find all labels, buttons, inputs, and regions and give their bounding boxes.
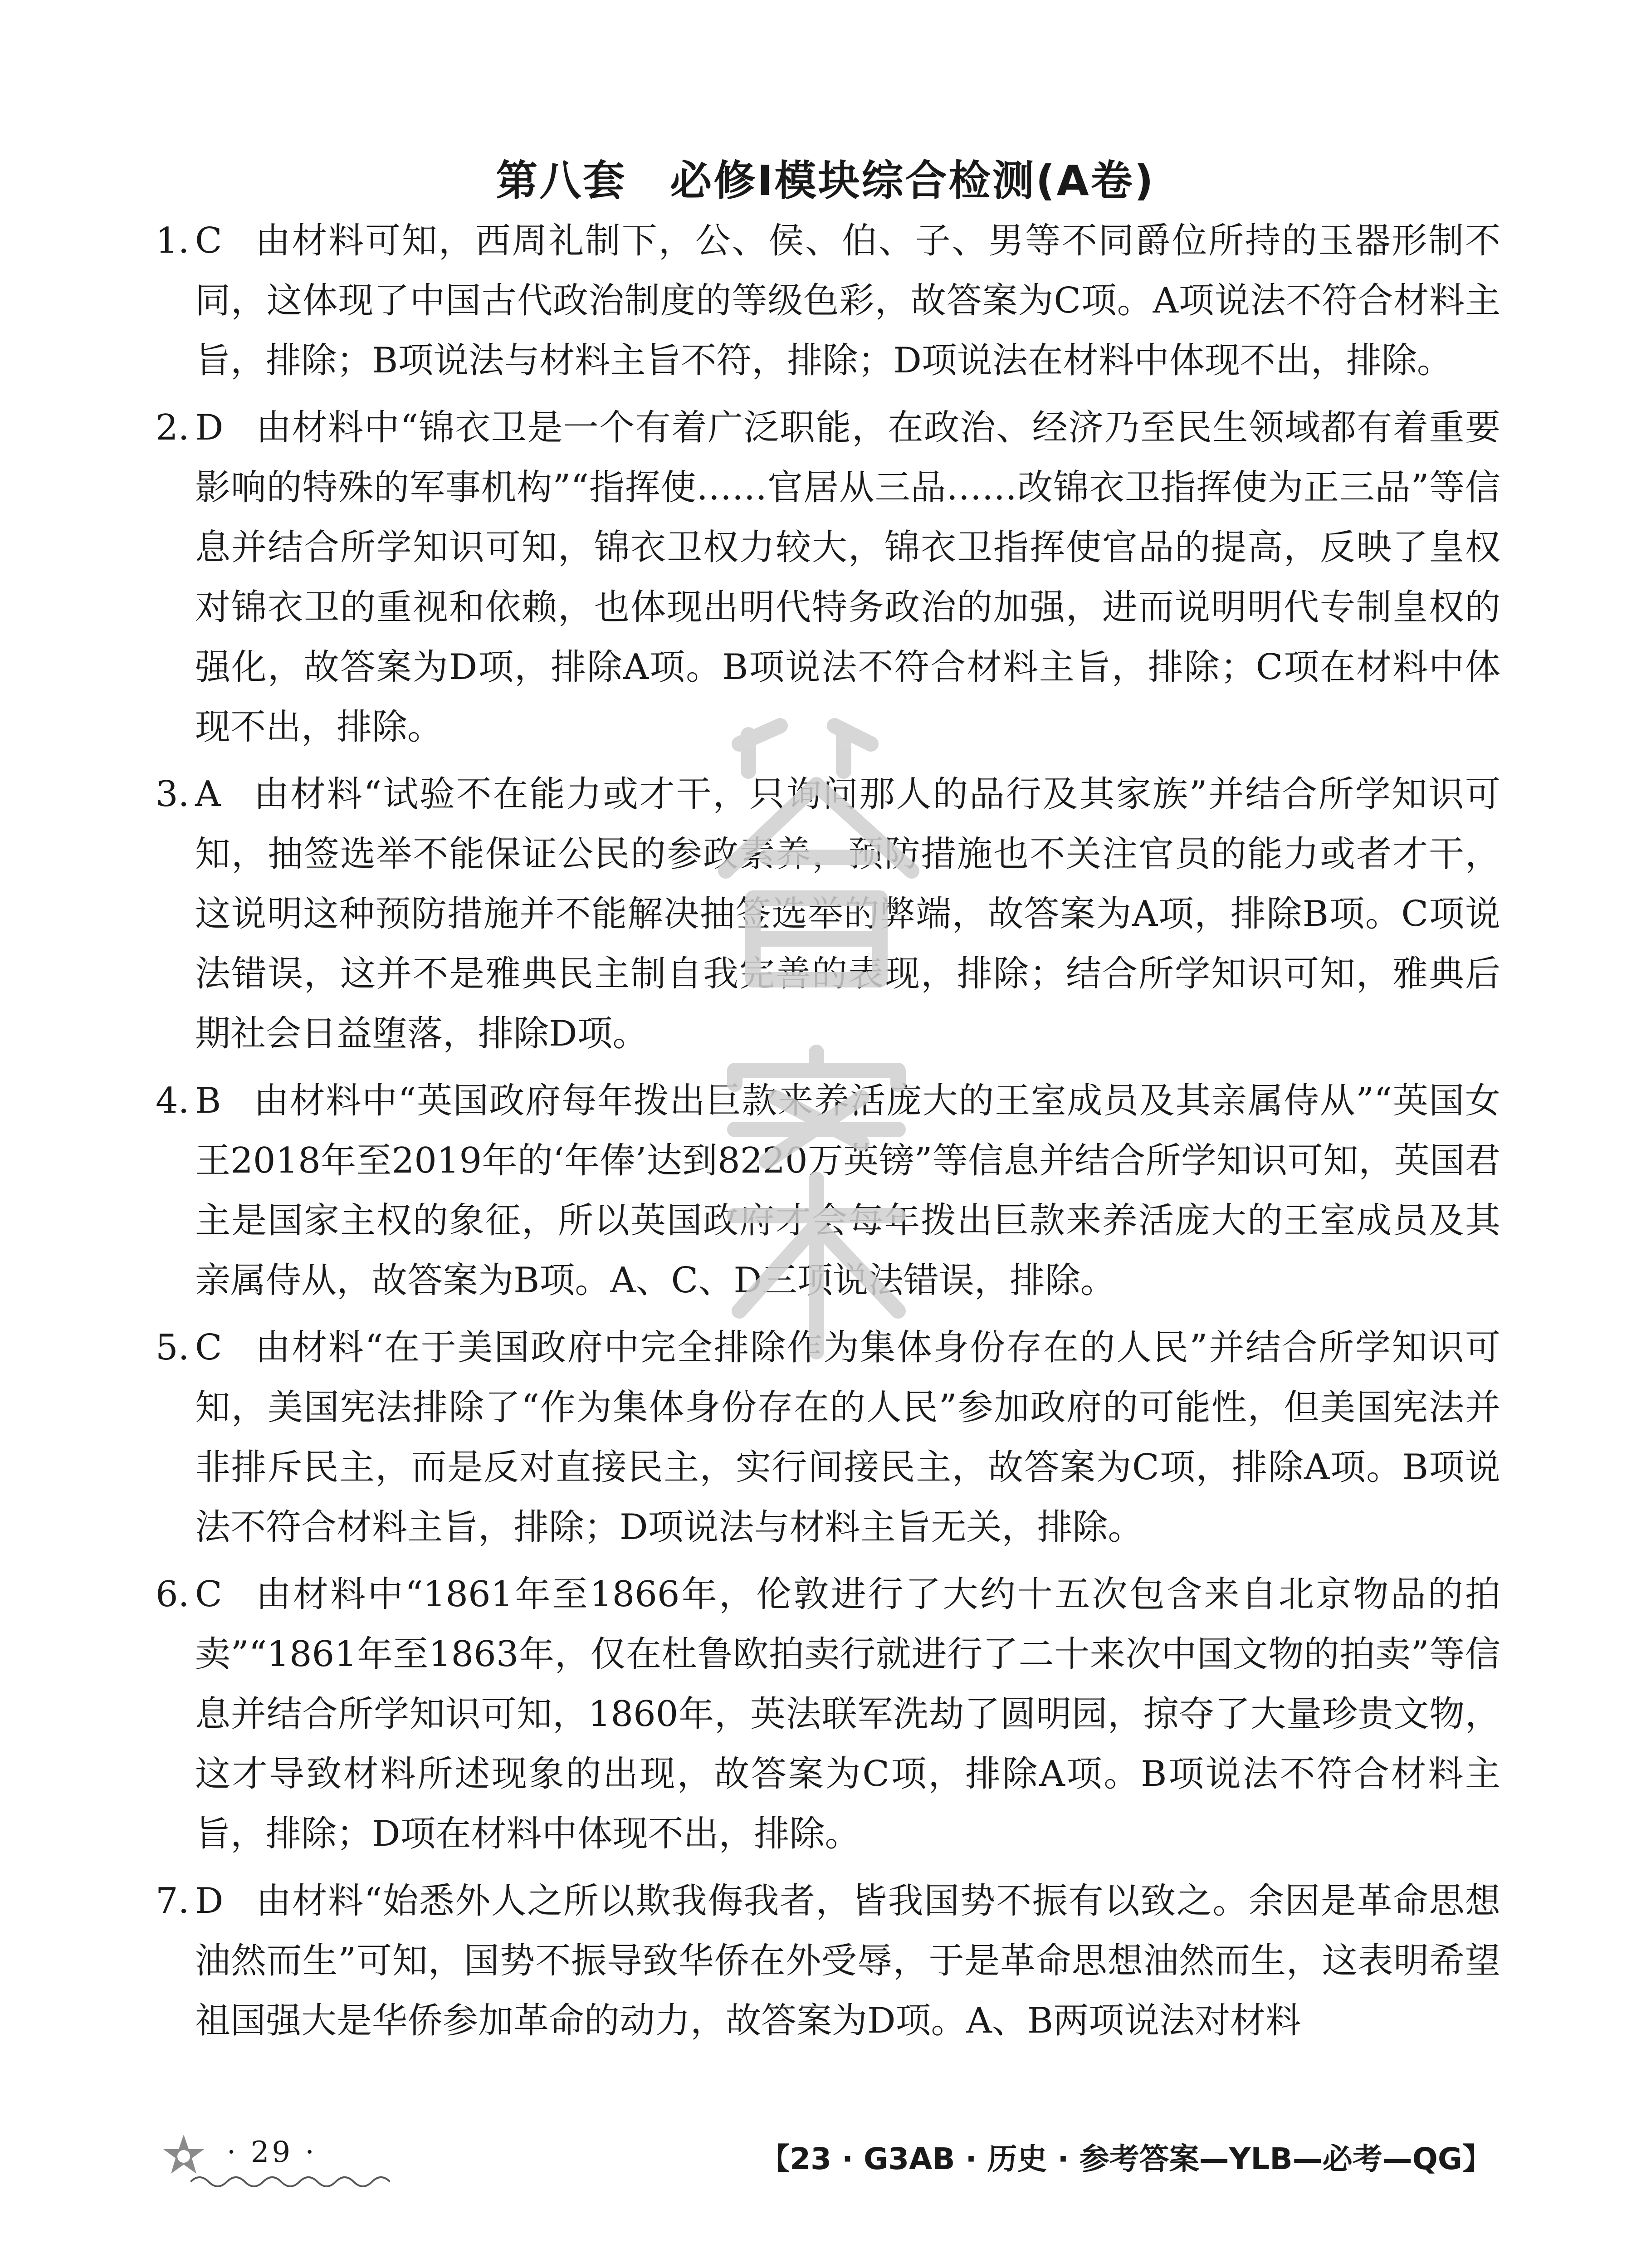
- answer-number: 2.: [156, 407, 190, 448]
- page-title: 第八套 必修Ⅰ模块综合检测(A卷): [496, 156, 1155, 205]
- star-emblem-icon: [161, 2132, 206, 2177]
- answer-item-6: [158, 1564, 1500, 1864]
- answer-list: [158, 211, 1500, 2058]
- answer-number: 7.: [156, 1881, 190, 1921]
- answer-item-3: [158, 764, 1500, 1064]
- answer-number: 5.: [156, 1327, 190, 1368]
- answer-explanation: 由材料中“锦衣卫是一个有着广泛职能，在政治、经济乃至民生领域都有着重要影响的特殊的军事机构”“指挥使……官居从三品……改锦衣卫指挥使为正三品”等信息并结合所学知识可知，锦衣卫权力较大，锦衣卫指挥使官品的提高，反映了皇权对锦衣卫的重视和依赖，也体现出明代特务政治的加强，进而说明明代专制皇权的强化，故答案为D项，排除A项。B项说法不符合材料主旨，排除；C项在材料中体现不出，排除。: [195, 407, 1500, 748]
- answer-explanation: 由材料可知，西周礼制下，公、侯、伯、子、男等不同爵位所持的玉器形制不同，这体现了中国古代政治制度的等级色彩，故答案为C项。A项说法不符合材料主旨，排除；B项说法与材料主旨不符，排除；D项说法在材料中体现不出，排除。: [195, 220, 1500, 381]
- answer-choice: C: [195, 1574, 222, 1615]
- page-footer: [0, 2132, 1651, 2204]
- answer-explanation: 由材料“始悉外人之所以欺我侮我者，皆我国势不振有以致之。余因是革命思想油然而生”可知，国势不振导致华侨在外受辱，于是革命思想油然而生，这表明希望祖国强大是华侨参加革命的动力，故答案为D项。A、B两项说法对材料: [195, 1881, 1500, 2041]
- answer-explanation: 由材料中“英国政府每年拨出巨款来养活庞大的王室成员及其亲属侍从”“英国女王2018年至2019年的‘年俸’达到8220万英镑”等信息并结合所学知识可知，英国君主是国家主权的象征，所以英国政府才会每年拨出巨款来养活庞大的王室成员及其亲属侍从，故答案为B项。A、C、D三项说法错误，排除。: [195, 1080, 1500, 1301]
- answer-number: 4.: [156, 1080, 190, 1121]
- answer-item-7: [158, 1871, 1500, 2051]
- answer-number: 6.: [156, 1574, 190, 1615]
- document-code: 【23 · G3AB · 历史 · 参考答案—YLB—必考—QG】: [760, 2141, 1492, 2176]
- answer-choice: C: [195, 220, 222, 261]
- answer-choice: D: [195, 1881, 224, 1921]
- answer-explanation: 由材料“在于美国政府中完全排除作为集体身份存在的人民”并结合所学知识可知，美国宪法排除了“作为集体身份存在的人民”参加政府的可能性，但美国宪法并非排斥民主，而是反对直接民主，实行间接民主，故答案为C项，排除A项。B项说法不符合材料主旨，排除；D项说法与材料主旨无关，排除。: [195, 1327, 1500, 1548]
- answer-item-4: [158, 1071, 1500, 1310]
- answer-explanation: 由材料“试验不在能力或才干，只询问那人的品行及其家族”并结合所学知识可知，抽签选举不能保证公民的参政素养，预防措施也不关注官员的能力或者才干，这说明这种预防措施并不能解决抽签选举的弊端，故答案为A项，排除B项。C项说法错误，这并不是雅典民主制自我完善的表现，排除；结合所学知识可知，雅典后期社会日益堕落，排除D项。: [195, 774, 1500, 1054]
- answer-choice: B: [195, 1080, 221, 1121]
- answer-item-2: [158, 398, 1500, 757]
- answer-item-1: [158, 211, 1500, 391]
- answer-choice: A: [195, 774, 221, 815]
- answer-item-5: [158, 1318, 1500, 1557]
- answer-number: 3.: [156, 774, 190, 815]
- answer-explanation: 由材料中“1861年至1866年，伦敦进行了大约十五次包含来自北京物品的拍卖”“1861年至1863年，仅在杜鲁欧拍卖行就进行了二十来次中国文物的拍卖”等信息并结合所学知识可知，1860年，英法联军洗劫了圆明园，掠夺了大量珍贵文物，这才导致材料所述现象的出现，故答案为C项，排除A项。B项说法不符合材料主旨，排除；D项在材料中体现不出，排除。: [195, 1574, 1500, 1854]
- answer-choice: D: [195, 407, 224, 448]
- page-number: · 29 ·: [227, 2136, 317, 2169]
- answer-choice: C: [195, 1327, 222, 1368]
- answer-number: 1.: [156, 220, 190, 261]
- wave-decoration-icon: [190, 2173, 390, 2191]
